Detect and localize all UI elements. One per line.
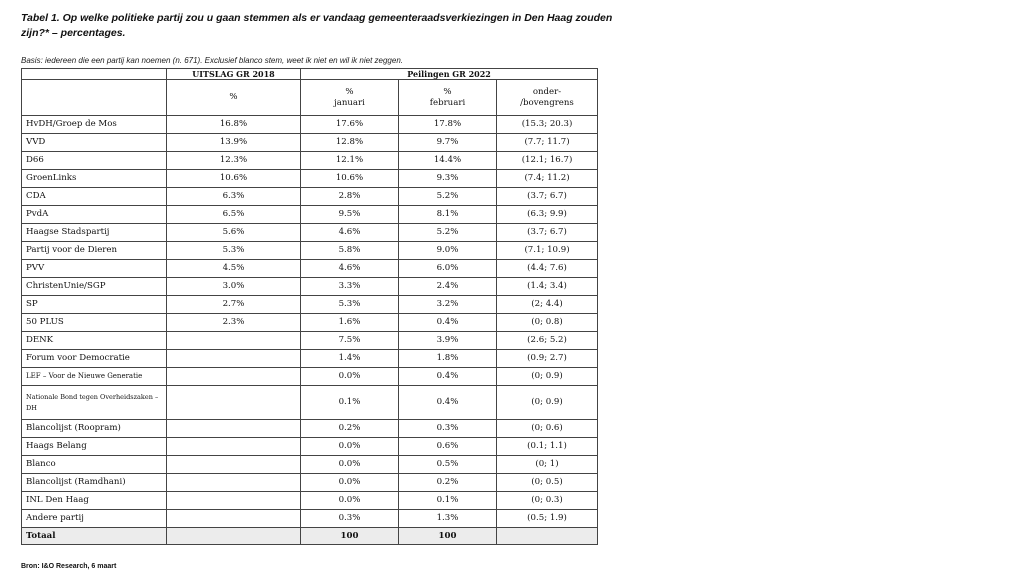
uitslag-cell [167,492,301,510]
februari-cell: 14.4% [399,152,497,170]
party-cell: Blancolijst (Roopram) [22,420,167,438]
februari-cell: 8.1% [399,206,497,224]
group-header-row [22,69,598,80]
januari-cell: 7.5% [301,332,399,350]
table-row [22,116,598,134]
range-cell: (6.3; 9.9) [497,206,598,224]
party-cell: PVV [22,260,167,278]
table-row [22,260,598,278]
uitslag-cell [167,350,301,368]
februari-cell: 9.0% [399,242,497,260]
uitslag-cell: 6.3% [167,188,301,206]
party-cell: Haagse Stadspartij [22,224,167,242]
januari-cell: 0.0% [301,492,399,510]
februari-cell: 0.4% [399,386,497,420]
table-row [22,420,598,438]
uitslag-cell [167,474,301,492]
range-cell: (0; 0.8) [497,314,598,332]
table-row [22,152,598,170]
januari-cell: 12.1% [301,152,399,170]
party-cell: Haags Belang [22,438,167,456]
party-cell: PvdA [22,206,167,224]
table-row [22,350,598,368]
header-col-uitslag: % [167,80,301,116]
januari-cell: 1.4% [301,350,399,368]
party-cell: VVD [22,134,167,152]
range-cell: (0; 0.9) [497,368,598,386]
uitslag-cell: 13.9% [167,134,301,152]
party-cell: 50 PLUS [22,314,167,332]
header-party [22,80,167,116]
header-empty [22,69,167,80]
total-februari: 100 [399,528,497,545]
januari-cell: 10.6% [301,170,399,188]
uitslag-cell: 5.6% [167,224,301,242]
februari-cell: 0.5% [399,456,497,474]
uitslag-cell: 4.5% [167,260,301,278]
total-uitslag [167,528,301,545]
range-cell: (7.1; 10.9) [497,242,598,260]
januari-cell: 3.3% [301,278,399,296]
januari-cell: 9.5% [301,206,399,224]
februari-cell: 1.3% [399,510,497,528]
party-cell: LEF – Voor de Nieuwe Generatie [22,368,167,386]
party-cell: Partij voor de Dieren [22,242,167,260]
uitslag-cell [167,420,301,438]
februari-cell: 0.2% [399,474,497,492]
total-row [22,528,598,545]
table-row [22,296,598,314]
header-peilingen-2022: Peilingen GR 2022 [301,69,598,80]
januari-cell: 4.6% [301,224,399,242]
februari-cell: 0.3% [399,420,497,438]
januari-cell: 1.6% [301,314,399,332]
range-cell: (0.5; 1.9) [497,510,598,528]
total-label: Totaal [22,528,167,545]
party-cell: CDA [22,188,167,206]
uitslag-cell [167,438,301,456]
table-row [22,188,598,206]
uitslag-cell [167,456,301,474]
party-cell: Forum voor Democratie [22,350,167,368]
uitslag-cell [167,386,301,420]
februari-cell: 3.9% [399,332,497,350]
uitslag-cell: 10.6% [167,170,301,188]
party-cell: Blancolijst (Ramdhani) [22,474,167,492]
column-header-row [22,80,598,116]
februari-cell: 9.7% [399,134,497,152]
header-col-range: onder- /bovengrens [497,80,598,116]
table-row [22,510,598,528]
februari-cell: 0.1% [399,492,497,510]
januari-cell: 2.8% [301,188,399,206]
party-cell: Nationale Bond tegen Overheidszaken – DH [22,386,167,420]
range-cell: (0; 0.6) [497,420,598,438]
total-range [497,528,598,545]
range-cell: (0.9; 2.7) [497,350,598,368]
uitslag-cell: 5.3% [167,242,301,260]
januari-cell: 0.0% [301,474,399,492]
januari-cell: 5.8% [301,242,399,260]
table-row [22,278,598,296]
table-basis-note: Basis: iedereen die een partij kan noemen (n. 671). Exclusief blanco stem, weet ik niet en wil ik niet zeggen. [21,56,403,65]
total-januari: 100 [301,528,399,545]
source-note: Bron: I&O Research, 6 maart [21,563,117,570]
range-cell: (3.7; 6.7) [497,224,598,242]
table-row [22,134,598,152]
poll-table [21,68,598,545]
februari-cell: 9.3% [399,170,497,188]
februari-cell: 2.4% [399,278,497,296]
januari-cell: 0.0% [301,456,399,474]
range-cell: (0; 0.5) [497,474,598,492]
table-row [22,332,598,350]
januari-cell: 0.3% [301,510,399,528]
table-row [22,474,598,492]
februari-cell: 6.0% [399,260,497,278]
februari-cell: 0.4% [399,314,497,332]
januari-cell: 0.0% [301,368,399,386]
range-cell: (0; 1) [497,456,598,474]
range-cell: (2; 4.4) [497,296,598,314]
party-cell: HvDH/Groep de Mos [22,116,167,134]
januari-cell: 0.0% [301,438,399,456]
party-cell: ChristenUnie/SGP [22,278,167,296]
range-cell: (1.4; 3.4) [497,278,598,296]
uitslag-cell: 12.3% [167,152,301,170]
uitslag-cell: 6.5% [167,206,301,224]
header-col-februari: % februari [399,80,497,116]
uitslag-cell: 3.0% [167,278,301,296]
februari-cell: 5.2% [399,188,497,206]
uitslag-cell [167,510,301,528]
party-cell: Andere partij [22,510,167,528]
range-cell: (15.3; 20.3) [497,116,598,134]
januari-cell: 4.6% [301,260,399,278]
februari-cell: 0.4% [399,368,497,386]
table-row [22,492,598,510]
januari-cell: 17.6% [301,116,399,134]
header-col-januari: % januari [301,80,399,116]
februari-cell: 17.8% [399,116,497,134]
party-cell: D66 [22,152,167,170]
party-cell: Blanco [22,456,167,474]
range-cell: (12.1; 16.7) [497,152,598,170]
uitslag-cell: 2.7% [167,296,301,314]
range-cell: (7.7; 11.7) [497,134,598,152]
februari-cell: 5.2% [399,224,497,242]
table-row [22,170,598,188]
table-row [22,242,598,260]
range-cell: (0; 0.3) [497,492,598,510]
table-row [22,224,598,242]
table-title: Tabel 1. Op welke politieke partij zou u gaan stemmen als er vandaag gemeenteraadsverkiezingen in Den Haag zouden zijn?* – percentages. [21,12,613,39]
februari-cell: 3.2% [399,296,497,314]
table-row [22,314,598,332]
januari-cell: 0.1% [301,386,399,420]
table-row [22,368,598,386]
party-cell: INL Den Haag [22,492,167,510]
range-cell: (7.4; 11.2) [497,170,598,188]
januari-cell: 0.2% [301,420,399,438]
table-row [22,438,598,456]
range-cell: (0.1; 1.1) [497,438,598,456]
header-uitslag-2018: UITSLAG GR 2018 [167,69,301,80]
range-cell: (3.7; 6.7) [497,188,598,206]
uitslag-cell: 16.8% [167,116,301,134]
januari-cell: 12.8% [301,134,399,152]
party-cell: DENK [22,332,167,350]
januari-cell: 5.3% [301,296,399,314]
range-cell: (0; 0.9) [497,386,598,420]
party-cell: SP [22,296,167,314]
uitslag-cell [167,368,301,386]
range-cell: (4.4; 7.6) [497,260,598,278]
uitslag-cell [167,332,301,350]
table-row [22,206,598,224]
februari-cell: 1.8% [399,350,497,368]
table-row [22,456,598,474]
party-cell: GroenLinks [22,170,167,188]
range-cell: (2.6; 5.2) [497,332,598,350]
februari-cell: 0.6% [399,438,497,456]
uitslag-cell: 2.3% [167,314,301,332]
table-row [22,386,598,420]
